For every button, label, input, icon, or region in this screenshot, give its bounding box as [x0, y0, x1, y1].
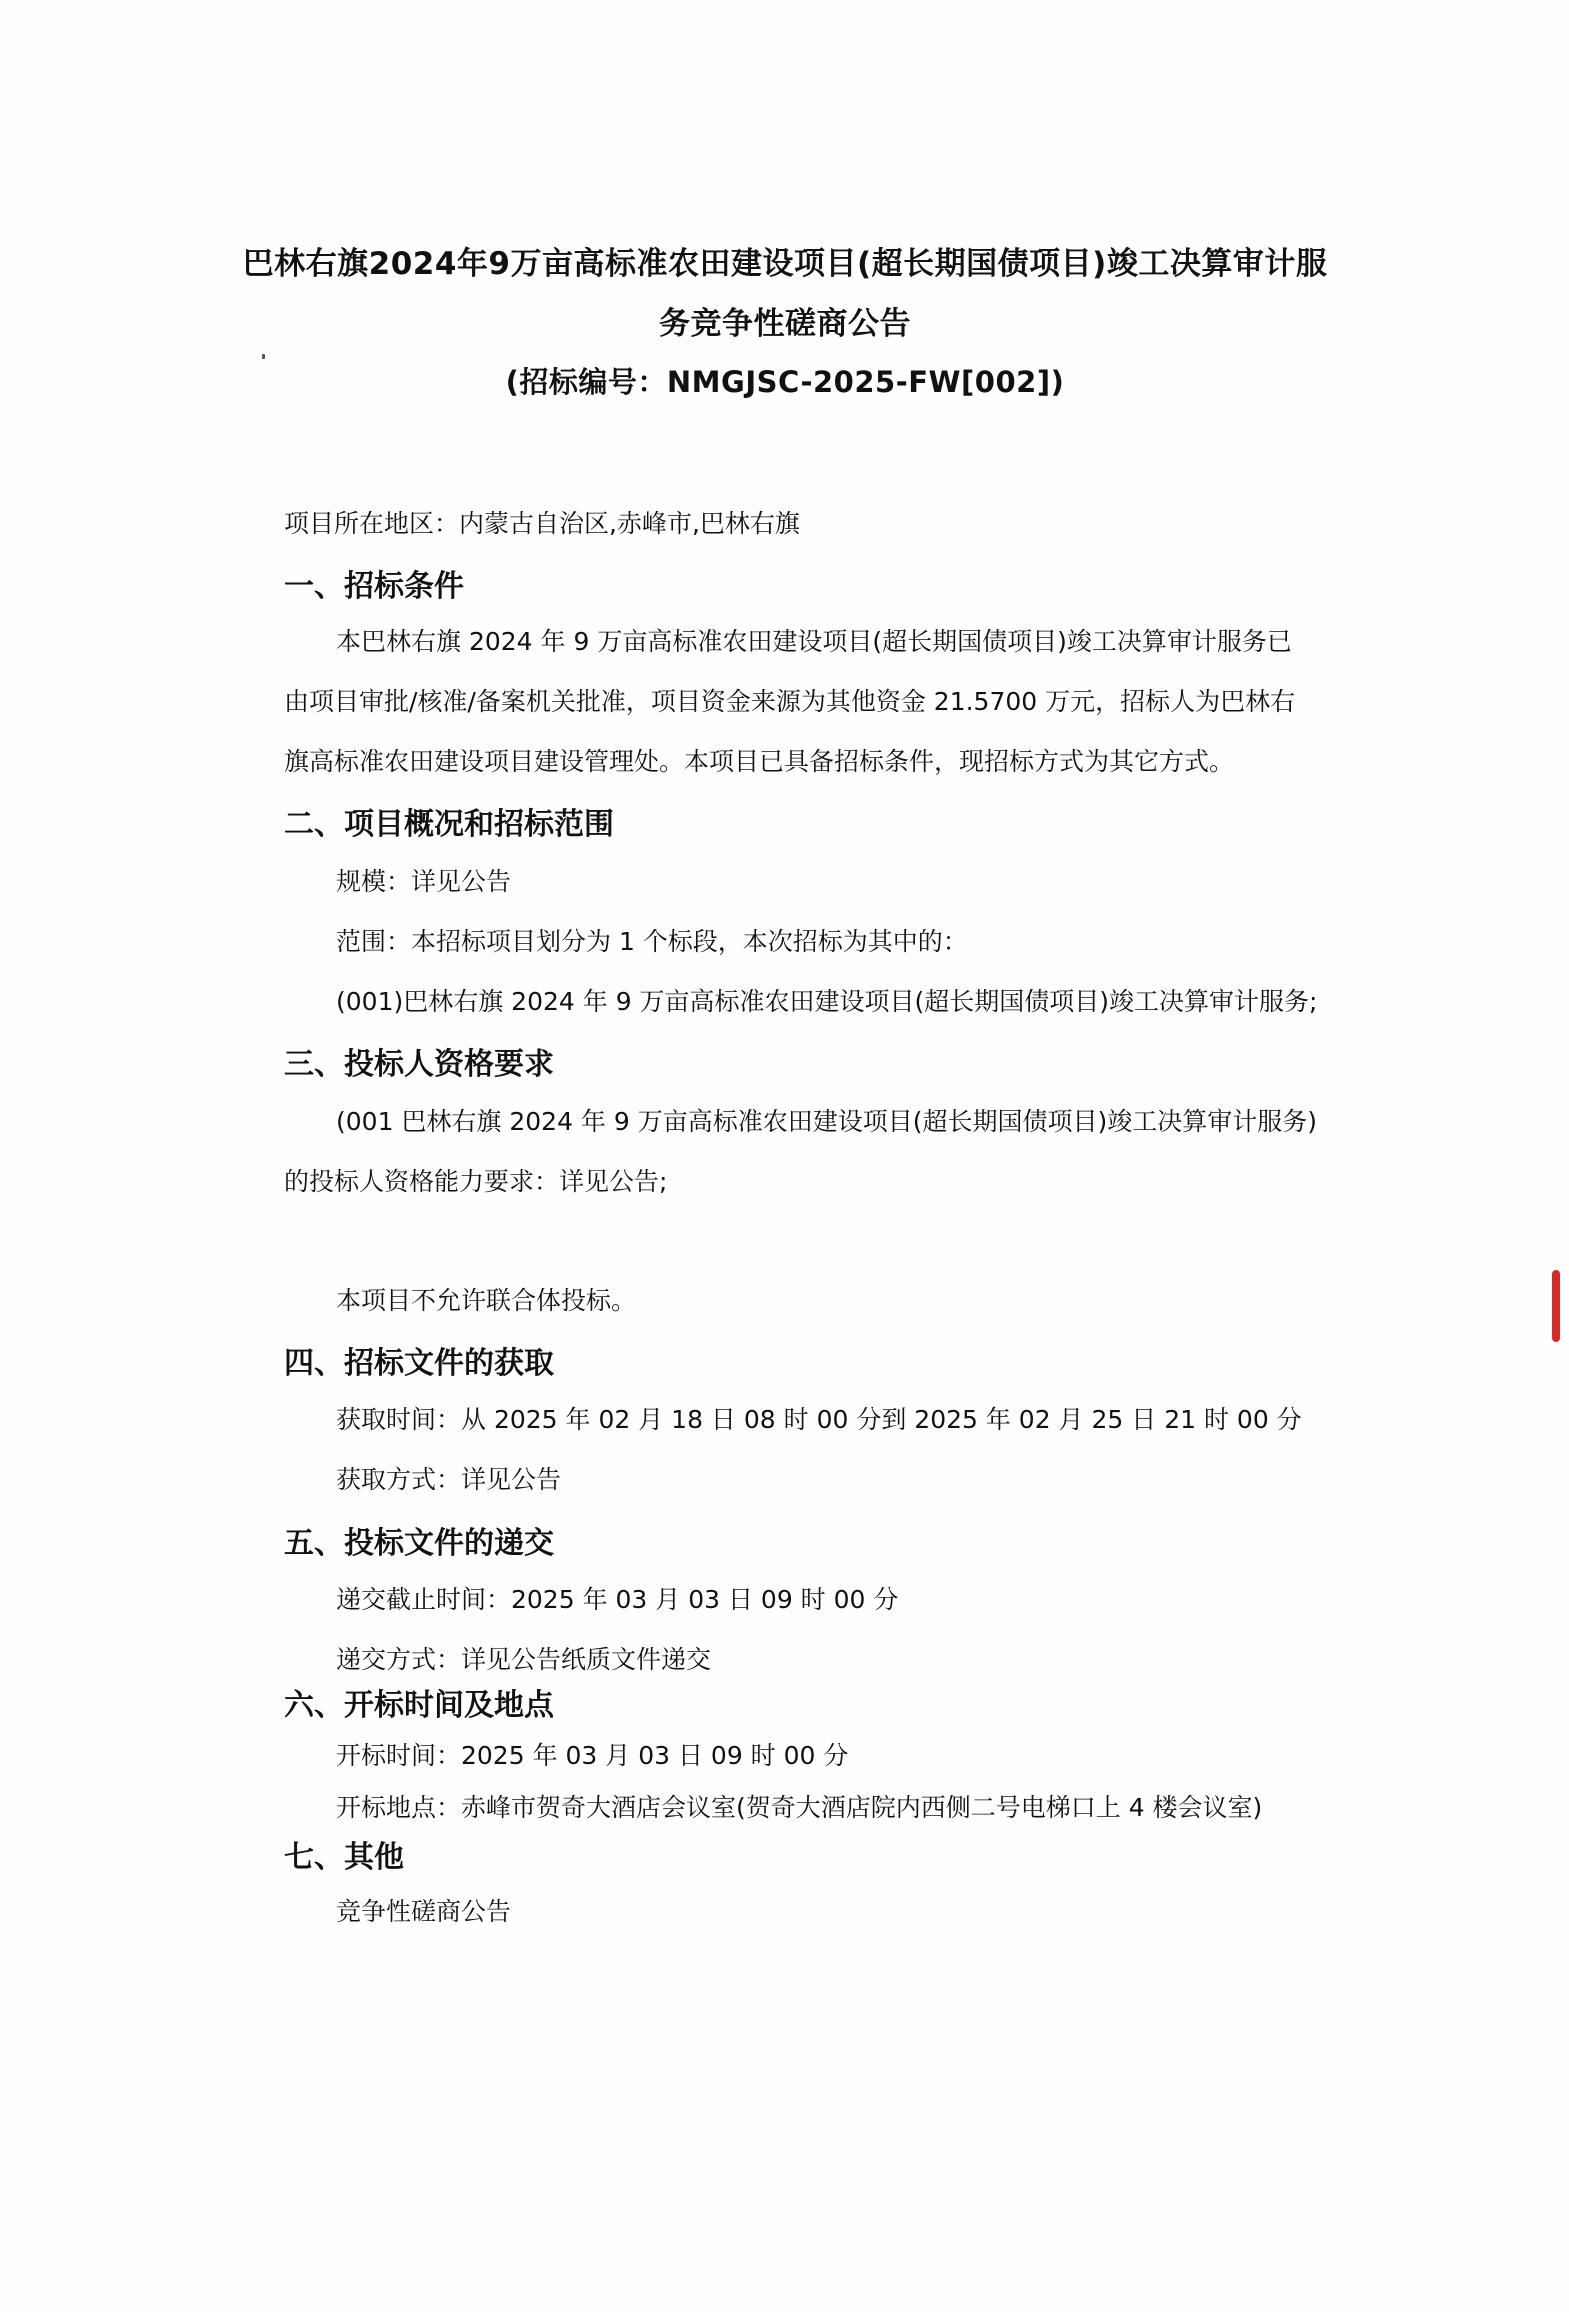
section-2-line-2: 范围：本招标项目划分为 1 个标段，本次招标为其中的：	[336, 927, 968, 956]
section-5-line-1: 递交截止时间：2025 年 03 月 03 日 09 时 00 分	[336, 1585, 899, 1614]
section-2-line-3: (001)巴林右旗 2024 年 9 万亩高标准农田建设项目(超长期国债项目)竣工决算审计服务;	[336, 987, 1318, 1016]
section-heading-2: 二、项目概况和招标范围	[284, 807, 614, 842]
section-4-line-1: 获取时间：从 2025 年 02 月 18 日 08 时 00 分到 2025 年 02 月 25 日 21 时 00 分	[336, 1405, 1302, 1434]
section-4-line-2: 获取方式：详见公告	[336, 1465, 562, 1494]
document-title-line2: 务竞争性磋商公告	[659, 306, 911, 342]
section-heading-7: 七、其他	[284, 1840, 404, 1875]
tender-code: (招标编号：NMGJSC-2025-FW[002])	[505, 365, 1065, 399]
section-1-line-2: 由项目审批/核准/备案机关批准，项目资金来源为其他资金 21.5700 万元，招标人为巴林右	[284, 687, 1296, 716]
section-3-line-3: 本项目不允许联合体投标。	[336, 1286, 637, 1315]
section-6-line-2: 开标地点：赤峰市贺奇大酒店会议室(贺奇大酒店院内西侧二号电梯口上 4 楼会议室)	[336, 1793, 1263, 1822]
document-title-line1: 巴林右旗2024年9万亩高标准农田建设项目(超长期国债项目)竣工决算审计服	[242, 246, 1328, 282]
section-heading-1: 一、招标条件	[284, 569, 464, 604]
section-heading-4: 四、招标文件的获取	[284, 1346, 554, 1381]
section-6-line-1: 开标时间：2025 年 03 月 03 日 09 时 00 分	[336, 1741, 849, 1770]
section-heading-3: 三、投标人资格要求	[284, 1047, 554, 1082]
section-3-line-2: 的投标人资格能力要求：详见公告;	[284, 1167, 668, 1196]
section-5-line-2: 递交方式：详见公告纸质文件递交	[336, 1645, 712, 1674]
section-1-line-1: 本巴林右旗 2024 年 9 万亩高标准农田建设项目(超长期国债项目)竣工决算审计服务已	[336, 627, 1292, 656]
section-heading-5: 五、投标文件的递交	[284, 1526, 554, 1561]
section-1-line-3: 旗高标准农田建设项目建设管理处。本项目已具备招标条件，现招标方式为其它方式。	[284, 747, 1235, 776]
scan-edge-mark	[1552, 1270, 1560, 1342]
project-region: 项目所在地区：内蒙古自治区,赤峰市,巴林右旗	[284, 509, 800, 538]
section-heading-6: 六、开标时间及地点	[284, 1688, 554, 1723]
section-7-line-1: 竞争性磋商公告	[336, 1897, 512, 1926]
scan-speck	[262, 354, 265, 359]
section-3-line-1: (001 巴林右旗 2024 年 9 万亩高标准农田建设项目(超长期国债项目)竣工决算审计服务)	[336, 1107, 1317, 1136]
section-2-line-1: 规模：详见公告	[336, 867, 512, 896]
